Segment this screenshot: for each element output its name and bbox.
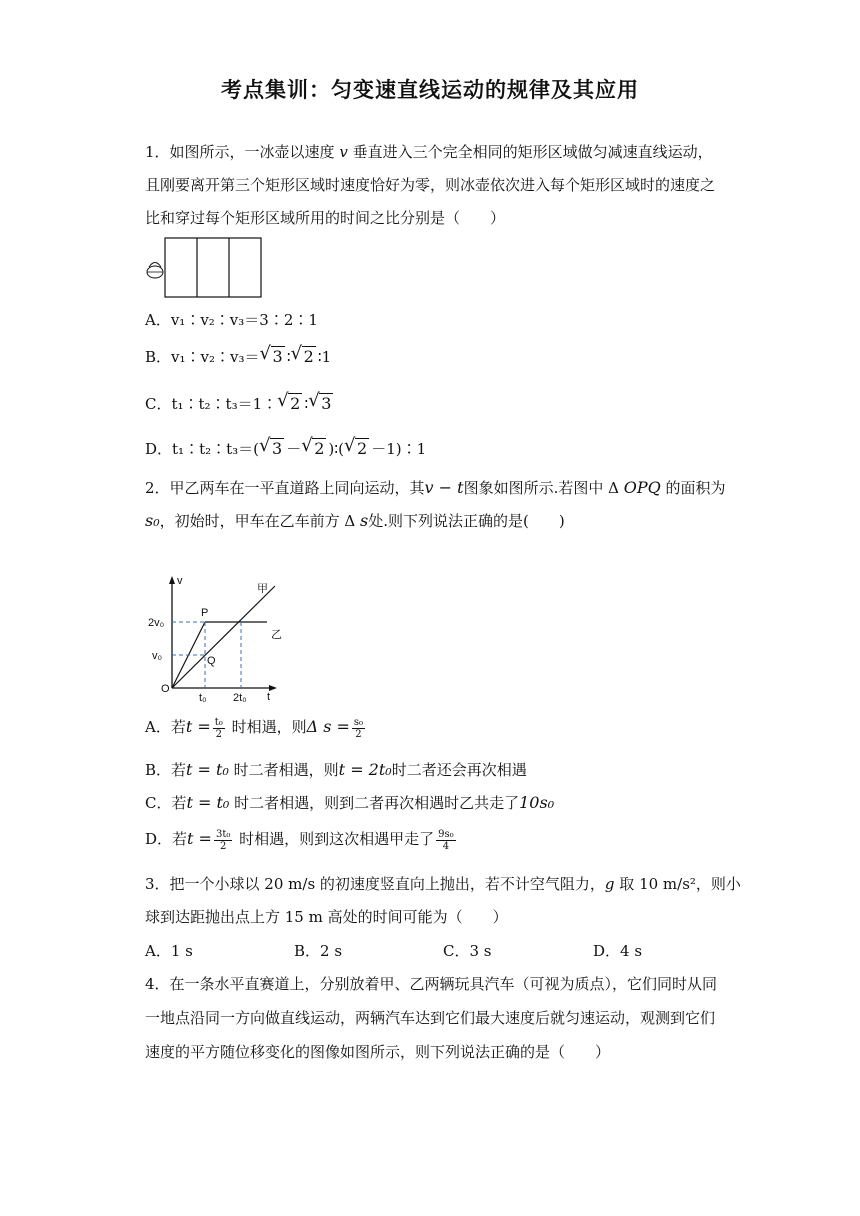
page-title: 考点集训：匀变速直线运动的规律及其应用 <box>221 78 639 102</box>
q1-option-a[interactable]: A．v₁∶v₂∶v₃＝3∶2∶1 <box>145 311 318 329</box>
t-axis-arrow <box>269 685 277 691</box>
curling-stone-icon <box>147 263 163 279</box>
q3-option-a[interactable]: A．1 s <box>145 942 193 960</box>
tick-v0: v₀ <box>152 650 163 662</box>
v-axis-arrow <box>169 576 175 584</box>
point-p-label: P <box>201 607 209 619</box>
tick-t0: t₀ <box>199 692 207 704</box>
q1-line2: 且刚要离开第三个矩形区域时速度恰好为零，则冰壶依次进入每个矩形区域时的速度之 <box>145 176 716 194</box>
q2-option-b[interactable]: B．若t = t₀ 时二者相遇，则t = 2t₀时二者还会再次相遇 <box>145 760 527 779</box>
origin-label: O <box>161 683 170 695</box>
q2-line1: 2．甲乙两车在一平直道路上同向运动，其v − t图象如图所示.若图中 Δ OPQ 的面积为 <box>145 478 726 497</box>
q3-option-d[interactable]: D．4 s <box>593 942 643 960</box>
q1-line1: 1．如图所示，一冰壶以速度 v 垂直进入三个完全相同的矩形区域做匀减速直线运动， <box>145 143 713 161</box>
q3-option-b[interactable]: B．2 s <box>294 942 343 960</box>
vt-graph <box>145 570 295 706</box>
q4-line2: 一地点沿同一方向做直线运动，两辆汽车达到它们最大速度后就匀速运动，观测到它们 <box>145 1009 716 1027</box>
q2-option-a[interactable]: A．若t = $\frac{\text{t₀}}{2}$ 时相遇，则Δ s = $\frac{\text{s₀}}{2}$ <box>145 716 364 740</box>
q1-line3: 比和穿过每个矩形区域所用的时间之比分别是（ ） <box>145 209 506 227</box>
tick-2v0: 2v₀ <box>148 617 165 629</box>
curling-figure <box>145 236 265 300</box>
yi-label: 乙 <box>271 629 282 641</box>
q3-option-c[interactable]: C．3 s <box>443 942 492 960</box>
q3-line2: 球到达距抛出点上方 15 m 高处的时间可能为（ ） <box>145 908 508 926</box>
v-axis-label: v <box>177 575 183 587</box>
t-axis-label: t <box>267 691 271 703</box>
q3-line1: 3．把一个小球以 20 m/s 的初速度竖直向上抛出，若不计空气阻力，g 取 10 m/s²，则小 <box>145 875 741 893</box>
jia-line <box>172 586 275 688</box>
q2-option-d[interactable]: D．若t = $\frac{\text{3t₀}}{2}$ 时相遇，则到这次相遇甲走了 $\frac{\text{9s₀}}{4}$ <box>145 828 454 852</box>
q4-line1: 4．在一条水平直赛道上，分别放着甲、乙两辆玩具汽车（可视为质点），它们同时从同 <box>145 975 718 993</box>
rect-region <box>165 238 261 297</box>
q1-option-d[interactable]: D．t₁∶t₂∶t₃＝(√ 3 －√ 2 )∶(√ 2 －1)∶1 <box>145 438 426 460</box>
jia-label: 甲 <box>257 583 268 595</box>
q2-line2: s₀，初始时，甲车在乙车前方 Δ s处.则下列说法正确的是( ) <box>145 511 565 530</box>
tick-2t0: 2t₀ <box>233 692 247 704</box>
q1-option-b[interactable]: B．v₁∶v₂∶v₃＝√ 3 ∶√ 2 ∶1 <box>145 346 331 368</box>
q1-option-c[interactable]: C．t₁∶t₂∶t₃＝1∶√ 2 ∶√ 3 <box>145 393 335 415</box>
q4-line3: 速度的平方随位移变化的图像如图所示，则下列说法正确的是（ ） <box>145 1043 611 1061</box>
point-q-label: Q <box>207 655 216 667</box>
q2-option-c[interactable]: C．若t = t₀ 时二者相遇，则到二者再次相遇时乙共走了10s₀ <box>145 793 555 812</box>
